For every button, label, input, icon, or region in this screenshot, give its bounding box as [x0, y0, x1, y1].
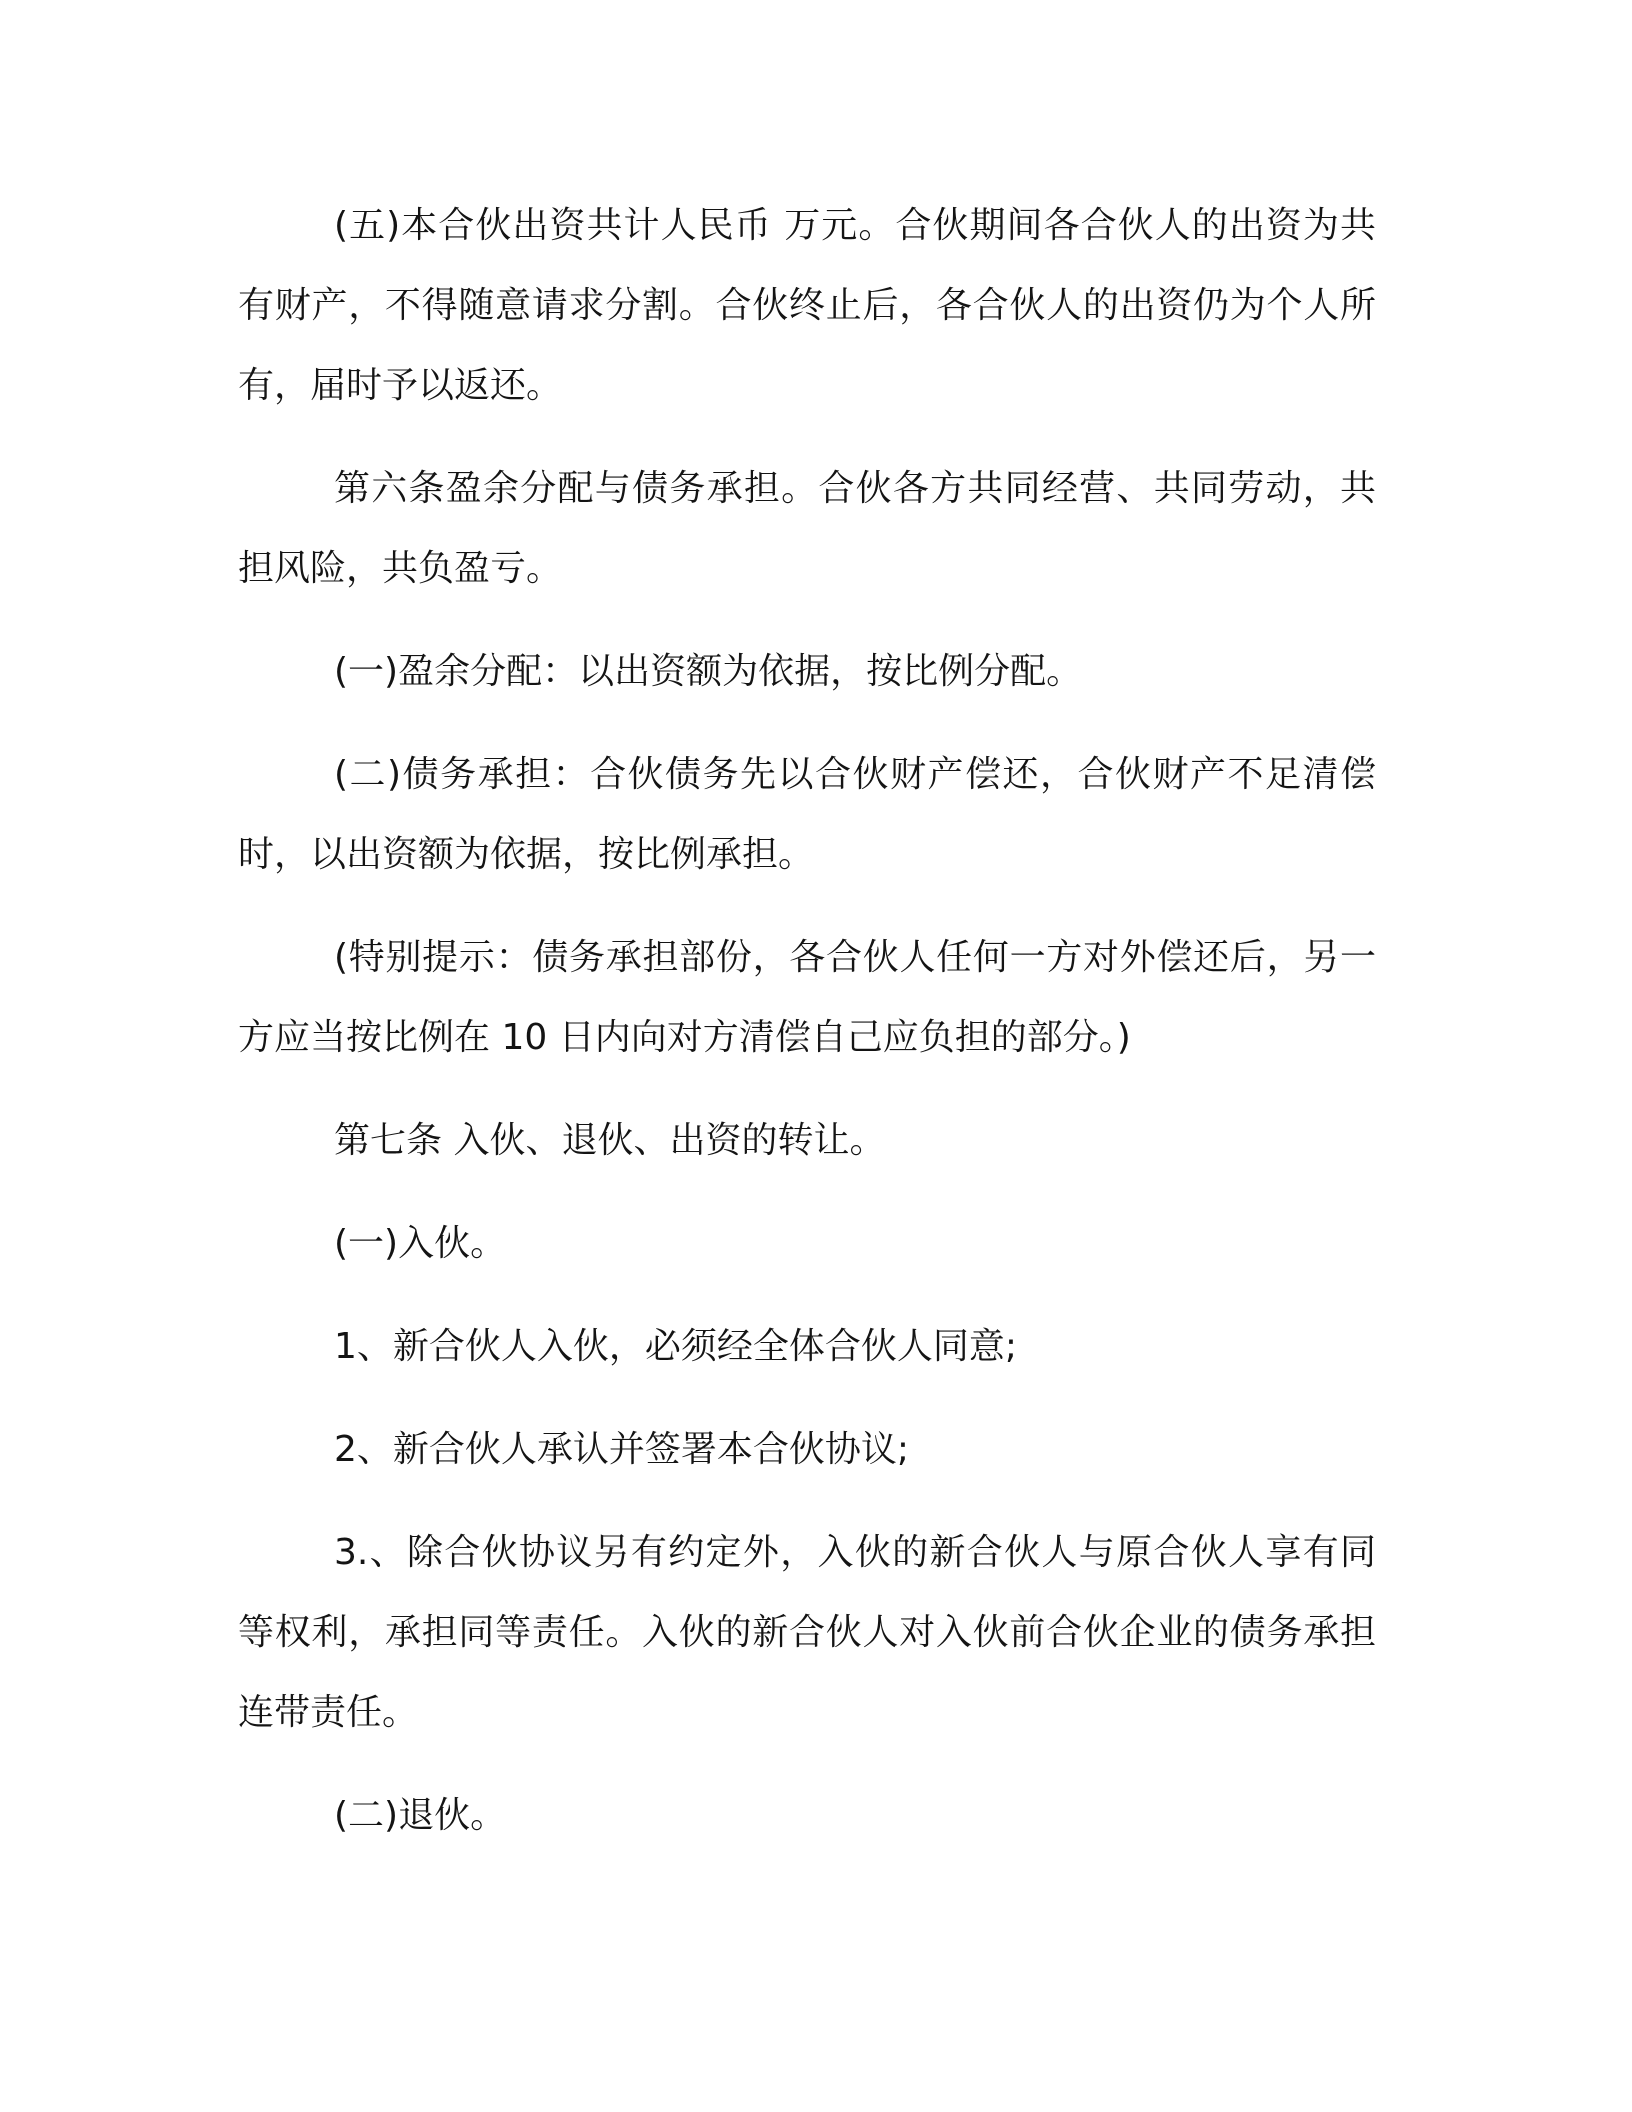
paragraph-joining-item-2: 2、新合伙人承认并签署本合伙协议; [334, 1429, 910, 1470]
paragraph-article-six: 第六条盈余分配与债务承担。合伙各方共同经营、共同劳动，共担风险，共负盈亏。 [238, 468, 1376, 589]
paragraph-debt-bearing: (二)债务承担：合伙债务先以合伙财产偿还，合伙财产不足清偿时，以出资额为依据，按比例承担。 [238, 754, 1376, 875]
paragraph-withdrawal-heading: (二)退伙。 [334, 1795, 507, 1836]
paragraph-joining-heading: (一)入伙。 [334, 1223, 507, 1264]
paragraph-article-seven: 第七条 入伙、退伙、出资的转让。 [334, 1120, 886, 1161]
paragraph-joining-item-3: 3.、除合伙协议另有约定外，入伙的新合伙人与原合伙人享有同等权利，承担同等责任。入伙的新合伙人对入伙前合伙企业的债务承担连带责任。 [238, 1532, 1376, 1733]
paragraph-joining-item-1: 1、新合伙人入伙，必须经全体合伙人同意; [334, 1326, 1018, 1367]
paragraph-profit-distribution: (一)盈余分配：以出资额为依据，按比例分配。 [334, 651, 1083, 692]
paragraph-capital-contribution: (五)本合伙出资共计人民币 万元。合伙期间各合伙人的出资为共有财产，不得随意请求分割。合伙终止后，各合伙人的出资仍为个人所有，届时予以返还。 [238, 205, 1376, 406]
document-body [238, 186, 1376, 1879]
paragraph-special-note: (特别提示：债务承担部份，各合伙人任何一方对外偿还后，另一方应当按比例在 10 日内向对方清偿自己应负担的部分。) [238, 937, 1376, 1058]
